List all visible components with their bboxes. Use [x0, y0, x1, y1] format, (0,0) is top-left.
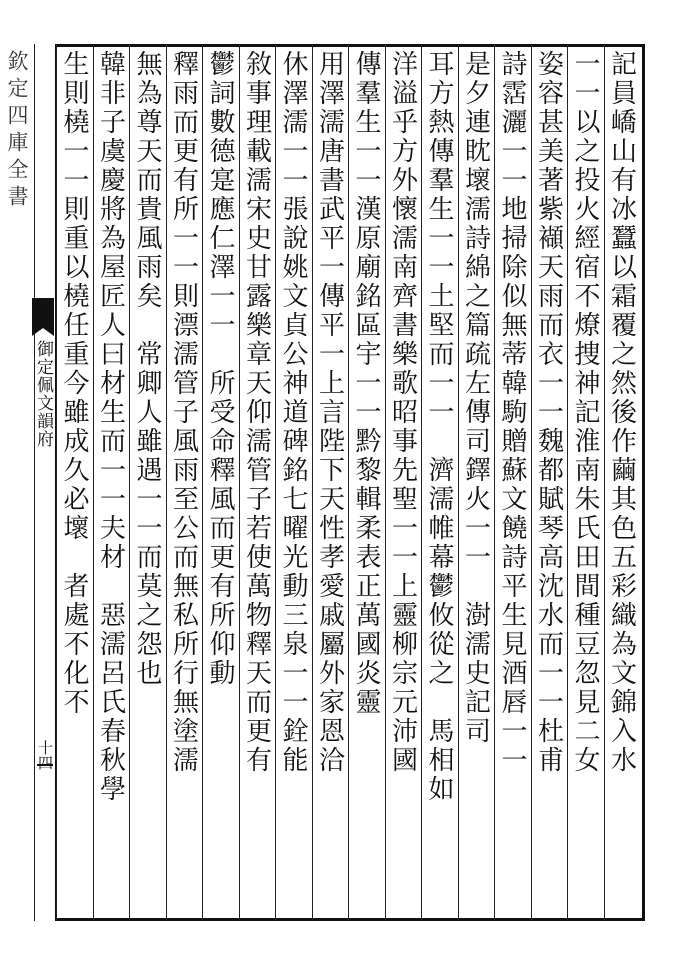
text-column: 生則橈一一則重以橈任重今雖成久必壞 者處不化不: [59, 50, 89, 717]
text-column: 一一以之投火經宿不燎捜神記淮南朱氏田間種豆忽見二女: [570, 50, 600, 775]
text-column: 是夕連眈壞濡詩綿之篇疏左傳司鐸火一一 澍濡史記司: [460, 50, 491, 746]
text-column: 敘事理載濡宋史甘露樂章天仰濡管子若使萬物釋天而更有: [241, 50, 272, 775]
frame-right-border: [642, 44, 645, 921]
text-column: 姿容甚美著紫襭天雨而衣一一魏都賦琴高沈水而一一杜甫: [533, 50, 564, 775]
frame-top-border: [55, 44, 645, 47]
text-column: 休澤濡一一張說姚文貞公神道碑銘七曜光動三泉一一銓能: [278, 50, 308, 775]
text-column: 用澤濡唐書武平一傳平一上言陛下天性孝愛戚屬外家恩洽: [314, 50, 345, 775]
book-title: 欽定四庫全書: [5, 50, 29, 212]
text-column: 鬱詞數德寔應仁澤一一 所受命釋風而更有所仰動: [205, 50, 235, 688]
text-column: 韓非子虞慶將為屋匠人曰材生而一一夫材 惡濡呂氏春秋學: [95, 50, 126, 804]
text-column: 詩霑灑一一地掃除似無蒂韓駒贈蘇文饒詩平生見酒唇一一: [497, 50, 527, 775]
margin-rule: [34, 44, 35, 921]
page-number: 十四: [36, 740, 54, 770]
text-column: 洋溢乎方外懷濡南齊書樂歌昭事先聖一一上靈柳宗元沛國: [387, 50, 418, 775]
text-column: 傳羣生一一漢原廟銘區宇一一黔黎輯柔表正萬國炎靈: [351, 50, 381, 717]
page-number-rule: [37, 764, 53, 766]
frame-bottom-border: [55, 918, 645, 921]
text-column: 耳方熱傳羣生一一土堅而一一 濟濡帷幕鬱攸從之 馬相如: [424, 50, 454, 804]
collection-title: 御定佩文韻府: [33, 340, 53, 448]
fish-tail-mark: [32, 298, 54, 328]
text-column: 記員嶠山有冰蠶以霜覆之然後作繭其色五彩織為文錦入水: [606, 50, 637, 775]
column-rule: [56, 44, 57, 921]
text-column: 無為尊天而貴風雨矣 常卿人雖遇一一而莫之怨也: [132, 50, 162, 688]
text-column: 釋雨而更有所一一則漂濡管子風雨至公而無私所行無塗濡: [168, 50, 199, 775]
